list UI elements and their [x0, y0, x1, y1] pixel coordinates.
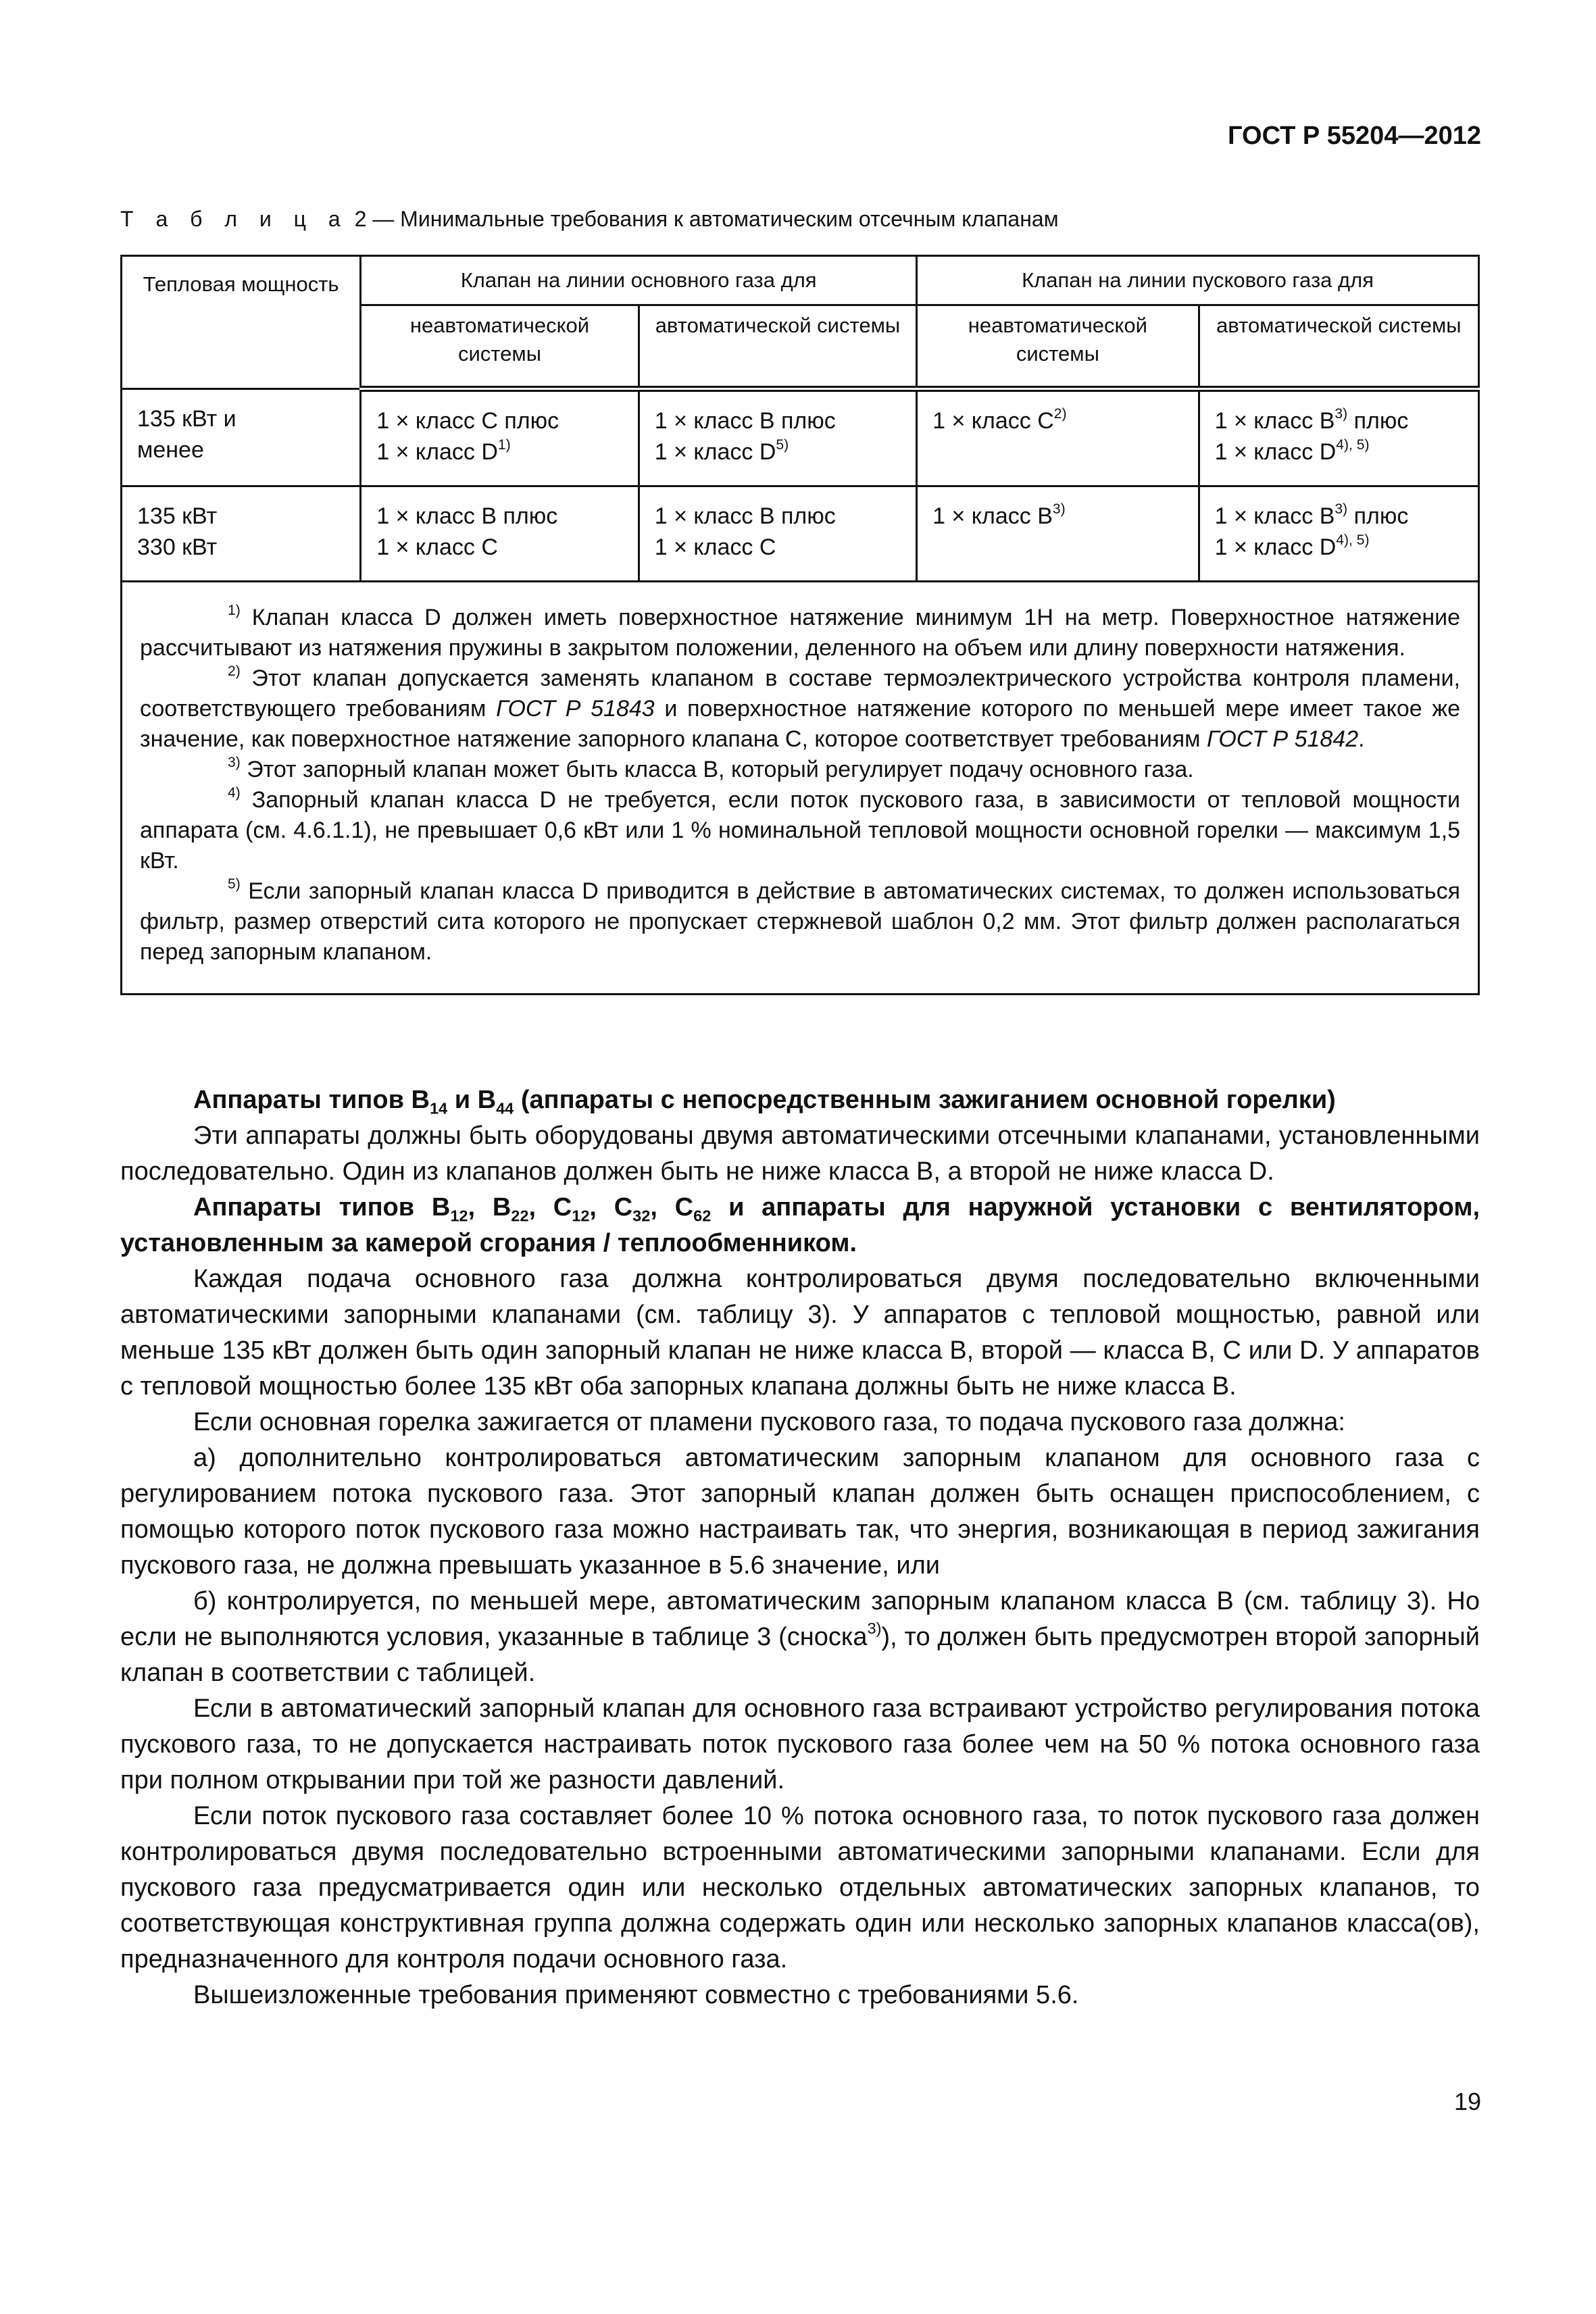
- cell-line: 330 кВт: [137, 534, 218, 560]
- cell-text: плюс: [1347, 503, 1409, 529]
- footnote-5: [140, 876, 1460, 967]
- cell-line: 1 × класс В плюс: [654, 408, 836, 434]
- header-main-gas-valve: Клапан на линии основного газа для: [361, 256, 917, 305]
- paragraph: Эти аппараты должны быть оборудованы двумя автоматическими отсечными клапанами, установленными последовательно. Один из клапанов должен быть не ниже класса В, а второй не ниже класса D.: [120, 1122, 1480, 1186]
- header-pilot-nonauto: неавтоматической системы: [917, 305, 1199, 389]
- footnote-mark: 1): [228, 602, 241, 618]
- cell-line: 1 × класс С: [376, 534, 498, 560]
- footnote-ref: 3): [867, 1619, 882, 1637]
- footnote-ref: 3): [1052, 501, 1066, 517]
- cell-main-nonauto: [361, 389, 639, 486]
- footnote-mark: 5): [228, 876, 241, 892]
- header-pilot-gas-valve: Клапан на линии пускового газа для: [917, 256, 1479, 305]
- paragraph: б) контролируется, по меньшей мере, автоматическим запорным клапаном класса В (см. таблицу 3). Но если не выполняются условия, указанные в таблице 3 (сноска$^{3)}$), то должен быть предусмотрен второй запорный клапан в соответствии с таблицей.: [120, 1587, 1480, 1687]
- cell-line: [932, 405, 1183, 436]
- requirements-table: [120, 255, 1480, 995]
- footnote-mark: 3): [228, 754, 241, 770]
- footnote-ref: 3): [1335, 405, 1348, 422]
- table-caption: [120, 207, 1059, 232]
- cell-text: 1 × класс В: [1214, 408, 1335, 434]
- paragraph: Если в автоматический запорный клапан для основного газа встраивают устройство регулирования потока пускового газа, то не допускается настраивать поток пускового газа более чем на 50 % потока основного газа при полном открывании при той же разности давлений.: [120, 1694, 1480, 1794]
- footnote-text: .: [1358, 726, 1365, 752]
- cell-line: [1215, 501, 1463, 532]
- cell-line: менее: [137, 437, 204, 463]
- paragraph: Если поток пускового газа составляет более 10 % потока основного газа, то поток пускового газа должен контролироваться двумя последовательно встроенными автоматическими запорными клапанами. Если для пускового газа предусматривается один или несколько отдельных автоматических запорных клапанов, то соответствующая конструктивная группа должна содержать один или несколько запорных клапанов класса(ов), предназначенного для контроля подачи основного газа.: [120, 1802, 1480, 1973]
- cell-text: 1 × класс D: [654, 439, 776, 465]
- footnote-2: [140, 663, 1460, 755]
- footnote-text: Этот запорный клапан может быть класса В, который регулирует подачу основного газа.: [240, 757, 1194, 782]
- cell-line: 135 кВт и: [137, 406, 236, 432]
- table-row: [122, 389, 1479, 486]
- footnote-text: Клапан класса D должен иметь поверхностное натяжение минимум 1Н на метр. Поверхностное натяжение рассчитывают из натяжения пружины в закрытом положении, деленного на объем или длину поверхности натяжения.: [140, 605, 1460, 661]
- cell-text: 1 × класс В: [1214, 503, 1335, 529]
- cell-text: 1 × класс D: [1214, 534, 1337, 560]
- footnote-1: [140, 603, 1460, 663]
- cell-pilot-auto: [1199, 486, 1478, 582]
- standard-reference: ГОСТ Р 51843: [496, 696, 655, 722]
- header-thermal-power: Тепловая мощность: [122, 256, 361, 389]
- footnote-4: [140, 785, 1460, 876]
- cell-text: 1 × класс D: [1214, 439, 1337, 465]
- header-main-nonauto: неавтоматической системы: [361, 305, 639, 389]
- cell-text: плюс: [1347, 408, 1409, 434]
- footnote-mark: 4): [228, 784, 241, 801]
- cell-power: [122, 486, 361, 582]
- paragraph: Каждая подача основного газа должна контролироваться двумя последовательно включенными автоматическими запорными клапанами (см. таблицу 3). У аппаратов с тепловой мощностью, равной или меньше 135 кВт должен быть один запорный клапан не ниже класса В, второй — класса В, С или D. У аппаратов с тепловой мощностью более 135 кВт оба запорных клапана должны быть не ниже класса В.: [120, 1265, 1480, 1401]
- cell-line: [376, 436, 623, 468]
- cell-line: [655, 436, 901, 468]
- standard-reference: ГОСТ Р 51842: [1207, 726, 1359, 752]
- table-footnotes: [122, 582, 1479, 995]
- footnote-ref: 4), 5): [1336, 436, 1370, 453]
- cell-line: 135 кВт: [137, 503, 218, 529]
- cell-pilot-auto: [1199, 389, 1478, 486]
- footnote-ref: 3): [1335, 501, 1348, 517]
- footnote-mark: 2): [228, 663, 241, 679]
- cell-pilot-nonauto: [917, 486, 1199, 582]
- section-heading: Аппараты типов $В_{12}$, $В_{22}$, $С_{12}$, $С_{32}$, $С_{62}$ и аппараты для наружной установки с вентилятором, установленным за камерой сгорания / теплообменником.: [120, 1193, 1480, 1257]
- document-code: ГОСТ Р 55204—2012: [1228, 122, 1481, 150]
- cell-line: [1215, 405, 1463, 436]
- cell-line: [1215, 532, 1463, 563]
- header-main-auto: автоматической системы: [639, 305, 916, 389]
- body-text: [120, 1082, 1480, 2013]
- paragraph: Вышеизложенные требования применяют совместно с требованиями 5.6.: [193, 1981, 1079, 2009]
- paragraph: а) дополнительно контролироваться автоматическим запорным клапаном для основного газа с регулированием потока пускового газа. Этот запорный клапан должен быть оснащен приспособлением, с помощью которого поток пускового газа можно настраивать так, что энергия, возникающая в период зажигания пускового газа, не должна превышать указанное в 5.6 значение, или: [120, 1444, 1480, 1580]
- cell-text: 1 × класс D: [376, 439, 498, 465]
- page-number: 19: [1453, 2088, 1481, 2115]
- cell-pilot-nonauto: [917, 389, 1199, 486]
- cell-line: [1215, 436, 1463, 468]
- cell-text: 1 × класс В: [932, 503, 1053, 529]
- cell-main-nonauto: [361, 486, 639, 582]
- cell-main-auto: [639, 486, 916, 582]
- header-pilot-auto: автоматической системы: [1199, 305, 1478, 389]
- table-caption-label: Т а б л и ц а: [120, 207, 349, 231]
- cell-line: 1 × класс С плюс: [376, 408, 559, 434]
- cell-line: 1 × класс В плюс: [376, 503, 558, 529]
- footnote-text: Этот клапан допускается заменять клапаном в составе термоэлектрического устройства контроля пламени, соответствующего требованиям: [140, 665, 1460, 722]
- table-row: [122, 486, 1479, 582]
- footnote-ref: 4), 5): [1336, 532, 1370, 548]
- footnote-ref: 2): [1053, 405, 1067, 422]
- paragraph: Если основная горелка зажигается от пламени пускового газа, то подача пускового газа должна:: [193, 1408, 1345, 1436]
- footnote-ref: 5): [776, 436, 789, 453]
- footnote-ref: 1): [497, 436, 511, 453]
- cell-line: [932, 501, 1183, 532]
- cell-power: [122, 389, 361, 486]
- cell-text: 1 × класс С: [932, 408, 1054, 434]
- cell-line: 1 × класс С: [654, 534, 776, 560]
- footnote-text: Запорный клапан класса D не требуется, если поток пускового газа, в зависимости от тепловой мощности аппарата (см. 4.6.1.1), не превышает 0,6 кВт или 1 % номинальной тепловой мощности основной горелки — максимум 1,5 кВт.: [140, 787, 1460, 874]
- footnote-text: и поверхностное натяжение которого по меньшей мере имеет такое же значение, как поверхностное натяжение запорного клапана С, которое соответствует требованиям: [140, 696, 1461, 752]
- footnote-text: Если запорный клапан класса D приводится в действие в автоматических системах, то должен использоваться фильтр, размер отверстий сита которого не пропускает стержневой шаблон 0,2 мм. Этот фильтр должен располагаться перед запорным клапаном.: [140, 878, 1460, 965]
- cell-main-auto: [639, 389, 916, 486]
- section-heading: Аппараты типов $В_{14}$ и $В_{44}$ (аппараты с непосредственным зажиганием основной горелки): [193, 1086, 1336, 1117]
- footnote-3: [140, 755, 1460, 785]
- table-caption-text: 2 — Минимальные требования к автоматическим отсечным клапанам: [348, 207, 1059, 231]
- cell-line: 1 × класс В плюс: [654, 503, 836, 529]
